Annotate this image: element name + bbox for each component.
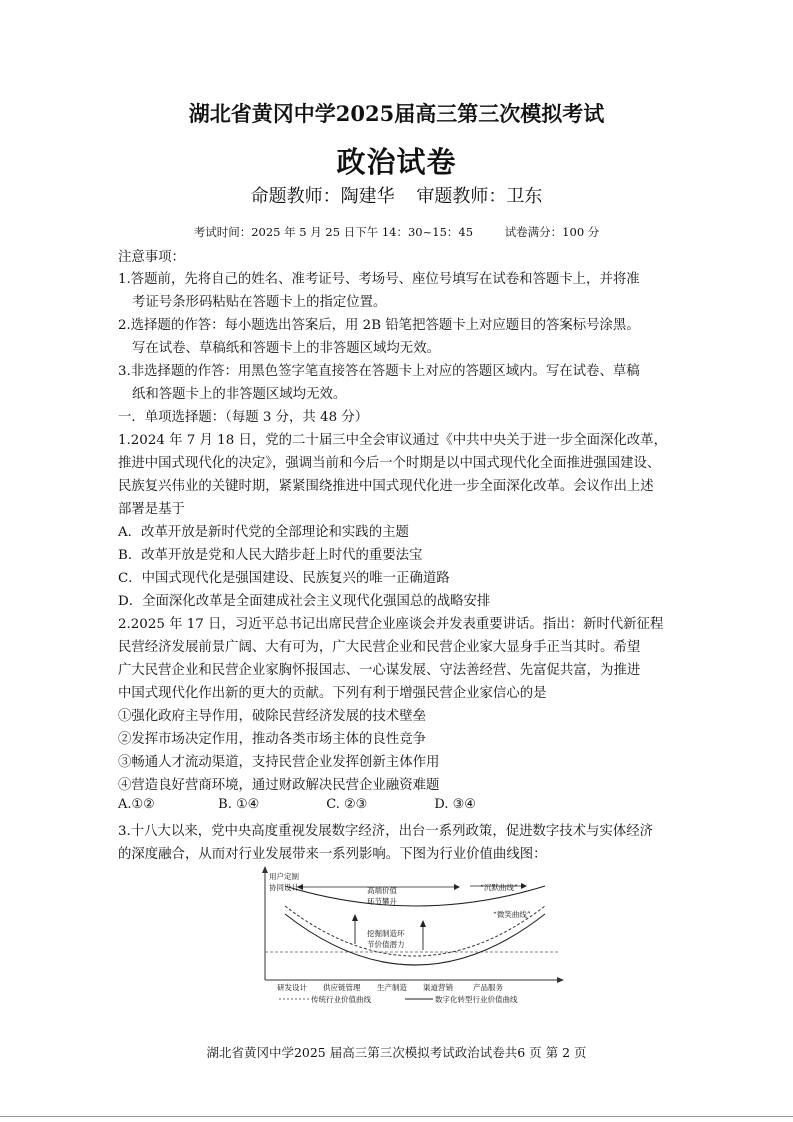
q2-statement-2: ②发挥市场决定作用，推动各类市场主体的良性竞争 [118, 732, 426, 747]
q1-line-4: 部署是基于 [118, 502, 185, 517]
legend-dashed-label: 传统行业价值曲线 [311, 995, 371, 1004]
category-label: 产品服务 [473, 983, 503, 992]
category-label: 研发设计 [277, 983, 307, 992]
q1-option-b: B．改革开放是党和人民大踏步赶上时代的重要法宝 [118, 548, 423, 563]
q2-line-1: 2.2025 年 17 日，习近平总书记出席民营企业座谈会并发表重要讲话。指出：新时代新征程 [118, 617, 664, 632]
exam-time: 考试时间：2025 年 5 月 25 日下午 14：30~15：45 [193, 225, 474, 239]
q3-line-2: 的深度融合，从而对行业发展带来一系列影响。下图为行业价值曲线图： [118, 847, 547, 862]
note-3-line-1: 3.非选择题的作答：用黑色签字笔直接答在答题卡上对应的答题区域内。写在试卷、草稿 [118, 364, 640, 379]
industry-value-curve-chart [255, 866, 575, 1008]
q1-option-d: D．全面深化改革是全面建成社会主义现代化强国总的战略安排 [118, 594, 491, 609]
note-1-line-2: 考证号条形码粘贴在答题卡上的指定位置。 [132, 295, 387, 310]
label-upper-mid-1: 高端价值 [367, 886, 397, 895]
category-label: 渠道营销 [423, 983, 453, 992]
q2-option-d: D. ③④ [434, 797, 476, 812]
label-upper-mid-2: 环节攀升 [367, 897, 397, 906]
x-axis-arrow [557, 977, 564, 983]
note-2-line-1: 2.选择题的作答：每小题选出答案后，用 2B 铅笔把答题卡上对应题目的答案标号涂黑。 [118, 318, 640, 333]
note-1-line-1: 1.答题前，先将自己的姓名、准考证号、考场号、座位号填写在试卷和答题卡上，并将准 [118, 272, 640, 287]
bottom-rule [0, 1116, 793, 1117]
q2-option-b: B. ①④ [218, 797, 260, 812]
setter: 命题教师：陶建华 [250, 186, 395, 207]
label-smile-curve: “微笑曲线” [493, 910, 531, 919]
q2-line-4: 中国式现代化作出新的更大的贡献。下列有利于增强民营企业家信心的是 [118, 686, 547, 701]
page-footer: 湖北省黄冈中学2025 届高三第三次模拟考试政治试卷共6 页 第 2 页 [206, 1045, 587, 1060]
note-3-line-2: 纸和答题卡上的非答题区域均无效。 [132, 387, 347, 402]
label-top-left-1: 用户定制 [269, 872, 299, 881]
label-lower-mid-1: 挖掘制造环 [367, 929, 405, 938]
q2-statement-1: ①强化政府主导作用，破除民营经济发展的技术壁垒 [118, 709, 426, 724]
q1-line-2: 推进中国式现代化的决定》，强调当前和今后一个时期是以中国式现代化全面推进强国建设、 [118, 456, 661, 471]
q3-line-1: 3.十八大以来，党中央高度重视发展数字经济，出台一系列政策，促进数字技术与实体经济 [118, 824, 654, 839]
q1-option-a: A．改革开放是新时代党的全部理论和实践的主题 [118, 525, 409, 540]
q2-statement-4: ④营造良好营商环境，通过财政解决民营企业融资难题 [118, 778, 440, 793]
subject-title: 政治试卷 [336, 145, 457, 179]
q2-option-c: C. ②③ [326, 797, 368, 812]
q2-line-3: 广大民营企业和民营企业家胸怀报国志、一心谋发展、守法善经营、先富促共富，为推进 [118, 663, 641, 678]
reviewer: 审题教师：卫东 [416, 186, 543, 207]
category-label: 生产制造 [377, 983, 407, 992]
teacher-line [0, 182, 793, 208]
section-heading: 一．单项选择题：（每题 3 分，共 48 分） [118, 410, 369, 425]
q1-line-3: 民族复兴伟业的关键时期，紧紧围绕推进中国式现代化进一步全面深化改革。会议作出上述 [118, 479, 654, 494]
exam-score: 试卷满分：100 分 [504, 225, 600, 239]
y-axis-arrow [262, 866, 268, 873]
label-silent-curve: “沉默曲线” [480, 883, 518, 892]
label-top-left-2: 协同设计 [269, 883, 299, 892]
exam-meta [0, 224, 793, 240]
category-label: 供应链管理 [323, 983, 361, 992]
q2-statement-3: ③畅通人才流动渠道，支持民营企业发挥创新主体作用 [118, 755, 440, 770]
note-2-line-2: 写在试卷、草稿纸和答题卡上的非答题区域均无效。 [132, 341, 440, 356]
exam-title: 湖北省黄冈中学2025届高三第三次模拟考试 [188, 101, 605, 126]
q2-options [118, 797, 476, 812]
q2-option-a: A.①② [118, 797, 155, 812]
q1-line-1: 1.2024 年 7 月 18 日，党的二十届三中全会审议通过《中共中央关于进一步全面深化改革， [118, 433, 667, 448]
q2-line-2: 民营经济发展前景广阔、大有可为，广大民营企业和民营企业家大显身手正当其时。希望 [118, 640, 641, 655]
legend-solid-label: 数字化转型行业价值曲线 [435, 995, 518, 1004]
digital-smile-curve [285, 914, 545, 965]
notes-heading: 注意事项： [118, 250, 185, 265]
q1-option-c: C．中国式现代化是强国建设、民族复兴的唯一正确道路 [118, 571, 450, 586]
label-lower-mid-2: 节价值潜力 [367, 940, 405, 949]
